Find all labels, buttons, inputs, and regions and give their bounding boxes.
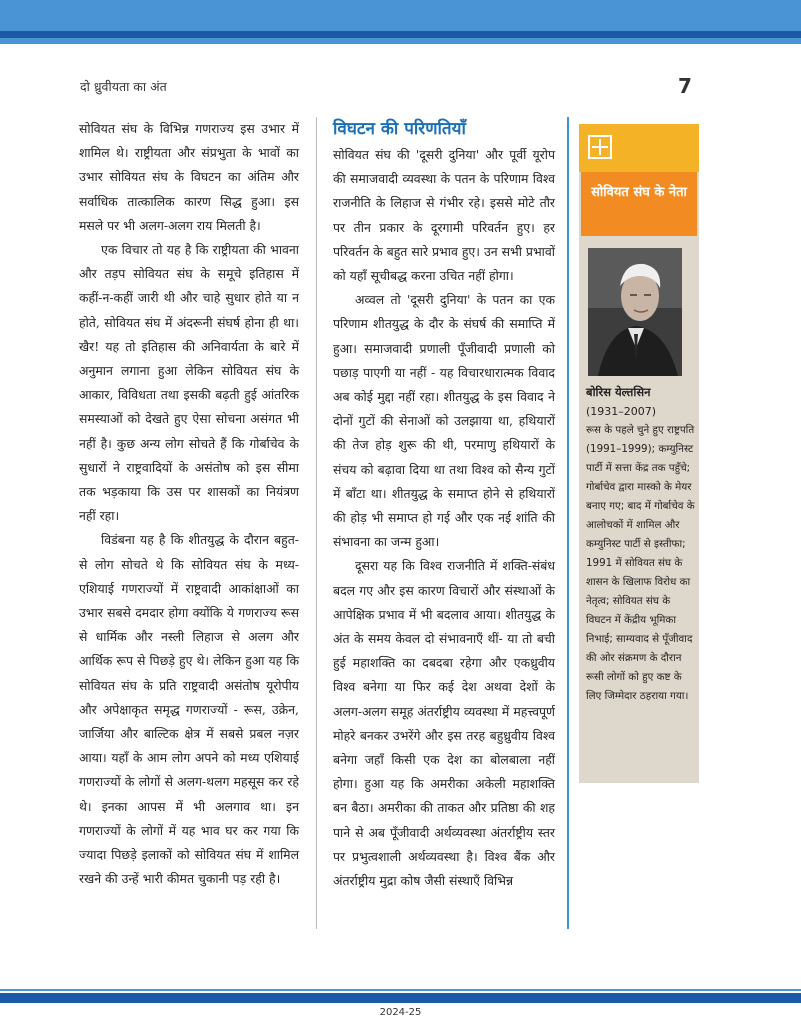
col2-paragraph-3: दूसरा यह कि विश्व राजनीति में शक्ति-संबंध बदल गए और इस कारण विचारों और संस्थाओं के आपेक्षिक प्रभाव में भी बदलाव आया। शीतयुद्ध के अंत के समय केवल दो संभावनाएँ थीं- या तो बची हुई महाशक्ति का दबदबा रहेगा और एकध्रुवीय विश्व बनेगा या फिर कई देश अथवा देशों के अलग-अलग समूह अंतर्राष्ट्रीय व्यवस्था में महत्त्वपूर्ण मोहरे बनकर उभरेंगे और इस तरह बहुध्रुवीय विश्व बनेगा जहाँ किसी एक देश का बोलबाला नहीं होगा। हुआ यह कि अमरीका अकेली महाशक्ति बन बैठा। अमरीका की ताकत और प्रतिष्ठा की शह पाने से अब पूँजीवादी अर्थव्यवस्था अंतर्राष्ट्रीय स्तर पर प्रभुत्वशाली अर्थव्यवस्था है। विश्व बैंक और अंतर्राष्ट्रीय मुद्रा कोष जैसी संस्थाएँ विभिन्न [333,558,555,889]
leader-bio: रूस के पहले चुने हुए राष्ट्रपति (1991–1999); कम्युनिस्ट पार्टी में सत्ता केंद्र तक पहुँचे; गोर्बाचेव द्वारा मास्को के मेयर बनाए गए; बाद में गोर्बाचेव के आलोचकों में शामिल और कम्युनिस्ट पार्टी से इस्तीफा; 1991 में सोवियत संघ के शासन के खिलाफ विरोध का नेतृत्व; सोवियत संघ के विघटन में केंद्रीय भूमिका निभाई; साम्यवाद से पूँजीवाद की ओर संक्रमण के दौरान रूसी लोगों को हुए कष्ट के लिए जिम्मेदार ठहराया गया। [586,424,695,702]
col2-paragraph-1: सोवियत संघ की 'दूसरी दुनिया' और पूर्वी यूरोप की समाजवादी व्यवस्था के पतन के परिणाम विश्व राजनीति के लिहाज से गंभीर रहे। इससे मोटे तौर पर तीन प्रकार के दूरगामी परिवर्तन हुए। हर परिवर्तन के बहुत सारे प्रभाव हुए। उन सभी प्रभावों को यहाँ सूचीबद्ध करना उचित नहीं होगा। [333,147,555,284]
column-divider [316,117,317,929]
bottom-banner-line [0,989,801,991]
bottom-banner [0,993,801,1003]
leader-portrait [588,248,682,376]
col2-paragraph-2: अव्वल तो 'दूसरी दुनिया' के पतन का एक परिणाम शीतयुद्ध के दौर के संघर्ष की समाप्ति में हुआ। समाजवादी प्रणाली पूँजीवादी प्रणाली को पछाड़ पाएगी या नहीं - यह विचारधारात्मक विवाद अब कोई मुद्दा नहीं रहा। शीतयुद्ध के इस विवाद ने दोनों गुटों की सेनाओं को उलझाया था, हथियारों की तेज होड़ शुरू की थी, परमाणु हथियारों के संचय को बढ़ावा दिया था तथा विश्व को सैन्य गुटों में बाँटा था। शीतयुद्ध के समाप्त होने से हथियारों की होड़ भी समाप्त हो गई और एक नई शांति की संभावना का जन्म हुआ। [333,292,555,550]
top-banner [0,0,801,44]
sidebar-header [579,124,699,172]
sidebar-title: सोवियत संघ के नेता [581,172,697,236]
sidebar-divider [567,117,569,929]
left-column [79,117,299,892]
col1-paragraph-3: विडंबना यह है कि शीतयुद्ध के दौरान बहुत-से लोग सोचते थे कि सोवियत संघ के मध्य-एशियाई गणराज्यों में राष्ट्रवादी आकांक्षाओं का उभार सबसे दमदार होगा क्योंकि ये गणराज्य रूस से धार्मिक और नस्ली लिहाज से अलग और आर्थिक रूप से पिछड़े हुए थे। लेकिन हुआ यह कि सोवियत संघ के प्रति राष्ट्रवादी असंतोष यूरोपीय और अपेक्षाकृत समृद्ध गणराज्यों - रूस, उक्रेन, जार्जिया और बाल्टिक क्षेत्र में सबसे प्रबल नज़र आया। यहाँ के आम लोग अपने को मध्य एशियाई गणराज्यों के लोगों से अलग-थलग महसूस कर रहे थे। इनका आपस में भी अलगाव था। इन गणराज्यों के लोगों में यह भाव घर कर गया कि ज्यादा पिछड़े इलाकों को सोवियत संघ में शामिल रखने की उन्हें भारी कीमत चुकानी पड़ रही है। [79,532,299,887]
leader-sidebar [579,124,699,783]
section-heading: विघटन की परिणतियाँ [333,119,466,139]
plus-icon [588,135,612,159]
page-number: 7 [678,74,692,98]
col1-paragraph-1: सोवियत संघ के विभिन्न गणराज्य इस उभार में शामिल थे। राष्ट्रीयता और संप्रभुता के भावों का उभार सोवियत संघ के विघटन का अंतिम और सर्वाधिक तात्कालिक कारण सिद्ध हुआ। इस मसले पर भी अलग-अलग राय मिलती है। [79,121,299,233]
leader-years: (1931–2007) [586,405,657,418]
portrait-image [588,248,682,376]
middle-column [333,117,555,893]
running-title: दो ध्रुवीयता का अंत [80,79,167,94]
col1-paragraph-2: एक विचार तो यह है कि राष्ट्रीयता की भावना और तड़प सोवियत संघ के समूचे इतिहास में कहीं-न-कहीं जारी थी और चाहे सुधार होते या न होते, सोवियत संघ में अंदरूनी संघर्ष होना ही था। खैर! यह तो इतिहास की अनिवार्यता के बारे में अनुमान लगाना हुआ लेकिन सोवियत संघ के आकार, विविधता तथा इसकी बढ़ती हुई आंतरिक समस्याओं को देखते हुए ऐसा सोचना असंगत भी नहीं है। कुछ अन्य लोग सोचते हैं कि गोर्बाचेव के सुधारों ने राष्ट्रवादियों के असंतोष को इस सीमा तक भड़काया कि उस पर शासकों का नियंत्रण नहीं रहा। [79,242,299,524]
leader-name: बोरिस येल्तसिन [586,385,651,399]
top-banner-line [0,31,801,38]
edition-year: 2024-25 [379,1007,422,1018]
